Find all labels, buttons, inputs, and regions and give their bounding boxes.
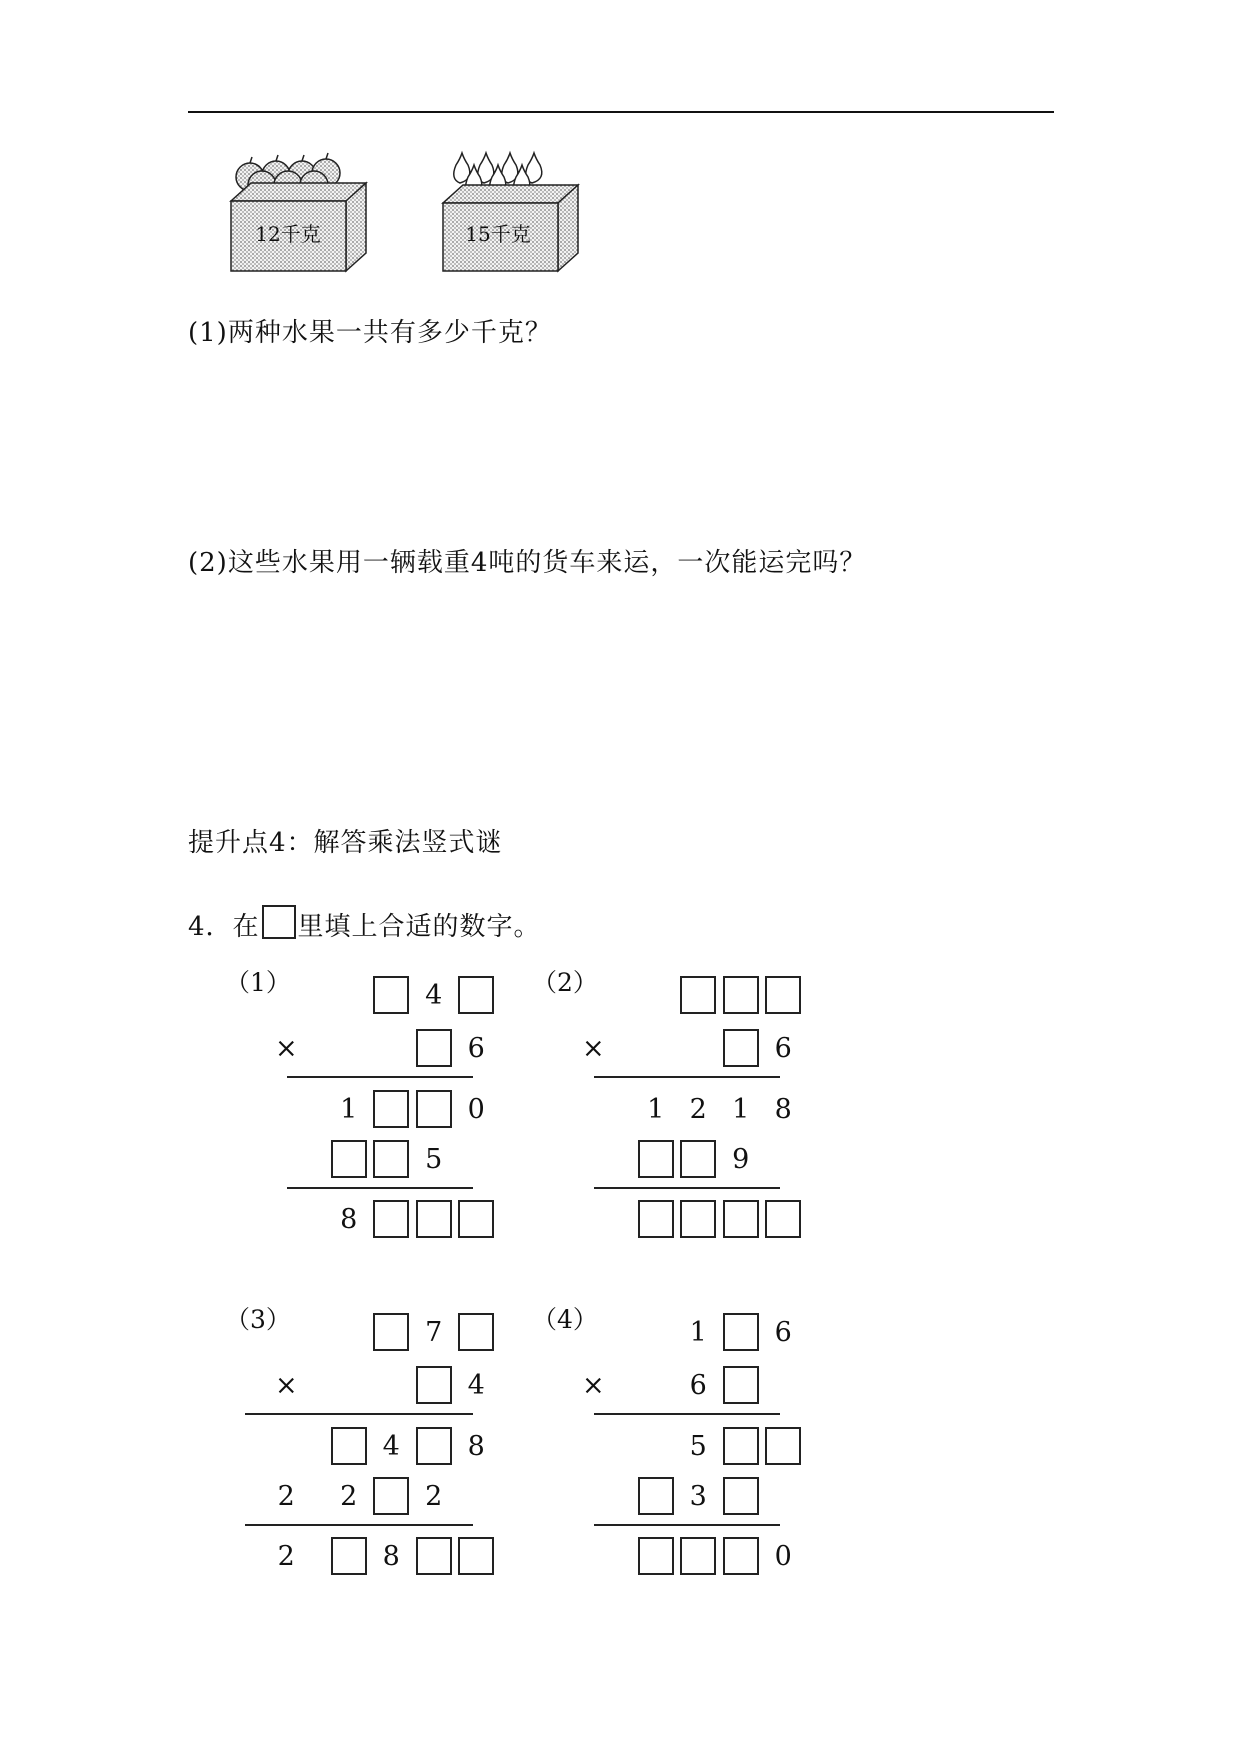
digit: 6 [467,1032,485,1064]
puzzle-1 [225,963,485,1253]
answer-box[interactable] [370,973,413,1017]
digit: 8 [382,1540,400,1572]
problem-4-prefix: 4．在 [188,912,260,942]
digit: 6 [689,1369,707,1401]
answer-box[interactable] [677,1197,720,1241]
apple-box-illustration [228,145,378,275]
answer-box[interactable] [635,1197,678,1241]
answer-box[interactable] [455,973,498,1017]
answer-box[interactable] [455,1534,498,1578]
puzzle-4 [532,1300,792,1590]
digit: 5 [425,1143,443,1175]
puzzle-rule [594,1413,780,1415]
puzzle-3 [225,1300,485,1590]
answer-box[interactable] [720,973,763,1017]
answer-box[interactable] [413,1534,456,1578]
answer-box[interactable] [720,1474,763,1518]
digit: 2 [689,1093,707,1125]
puzzle-rule [594,1076,780,1078]
pear-box-illustration [440,145,590,275]
answer-box[interactable] [720,1363,763,1407]
puzzle-label: （3） [225,1305,291,1334]
answer-box[interactable] [720,1197,763,1241]
digit: 0 [774,1540,792,1572]
digit: 2 [340,1480,358,1512]
digit: 1 [689,1316,707,1348]
answer-box[interactable] [720,1424,763,1468]
puzzle-label: （1） [225,968,291,997]
answer-box[interactable] [677,973,720,1017]
answer-box[interactable] [635,1137,678,1181]
puzzle-rule [594,1187,780,1189]
puzzle-rule [594,1524,780,1526]
answer-box[interactable] [370,1197,413,1241]
times-sign: × [581,1369,605,1401]
digit: 6 [774,1316,792,1348]
digit: 7 [425,1316,443,1348]
puzzle-rule [245,1524,473,1526]
digit: 8 [774,1093,792,1125]
answer-box[interactable] [370,1474,413,1518]
question-2: (2)这些水果用一辆载重4吨的货车来运，一次能运完吗？ [188,548,867,578]
answer-box[interactable] [328,1534,371,1578]
answer-box[interactable] [370,1087,413,1131]
digit: 0 [467,1093,485,1125]
answer-box[interactable] [720,1534,763,1578]
times-sign: × [274,1032,298,1064]
blank-box-icon [262,905,296,939]
answer-box[interactable] [455,1310,498,1354]
puzzle-rule [245,1413,473,1415]
answer-box[interactable] [413,1026,456,1070]
answer-box[interactable] [413,1197,456,1241]
answer-box[interactable] [370,1137,413,1181]
answer-box[interactable] [677,1534,720,1578]
top-rule [188,111,1054,113]
puzzle-rule [287,1076,473,1078]
answer-box[interactable] [762,973,805,1017]
digit: 9 [732,1143,750,1175]
digit: 4 [425,979,443,1011]
digit: 1 [647,1093,665,1125]
digit: 2 [425,1480,443,1512]
digit: 3 [689,1480,707,1512]
answer-box[interactable] [720,1310,763,1354]
puzzle-label: （2） [532,968,598,997]
answer-box[interactable] [635,1474,678,1518]
answer-box[interactable] [635,1534,678,1578]
answer-box[interactable] [328,1424,371,1468]
answer-box[interactable] [455,1197,498,1241]
apple-box-label: 12千克 [255,222,321,246]
digit: 1 [732,1093,750,1125]
digit: 2 [277,1480,295,1512]
digit: 8 [340,1203,358,1235]
times-sign: × [274,1369,298,1401]
pear-box-label: 15千克 [465,222,531,246]
answer-box[interactable] [413,1087,456,1131]
answer-box[interactable] [762,1197,805,1241]
digit: 1 [340,1093,358,1125]
problem-4-suffix: 里填上合适的数字。 [297,912,541,942]
answer-box[interactable] [677,1137,720,1181]
digit: 6 [774,1032,792,1064]
digit: 2 [277,1540,295,1572]
answer-box[interactable] [413,1424,456,1468]
question-1: (1)两种水果一共有多少千克？ [188,318,552,348]
answer-box[interactable] [413,1363,456,1407]
puzzle-label: （4） [532,1305,598,1334]
answer-box[interactable] [762,1424,805,1468]
digit: 8 [467,1430,485,1462]
digit: 4 [467,1369,485,1401]
answer-box[interactable] [720,1026,763,1070]
times-sign: × [581,1032,605,1064]
answer-box[interactable] [370,1310,413,1354]
digit: 4 [382,1430,400,1462]
puzzle-2 [532,963,792,1253]
puzzle-rule [287,1187,473,1189]
section-title: 提升点4：解答乘法竖式谜 [188,828,503,858]
answer-box[interactable] [328,1137,371,1181]
problem-4-instruction [188,905,541,943]
digit: 5 [689,1430,707,1462]
